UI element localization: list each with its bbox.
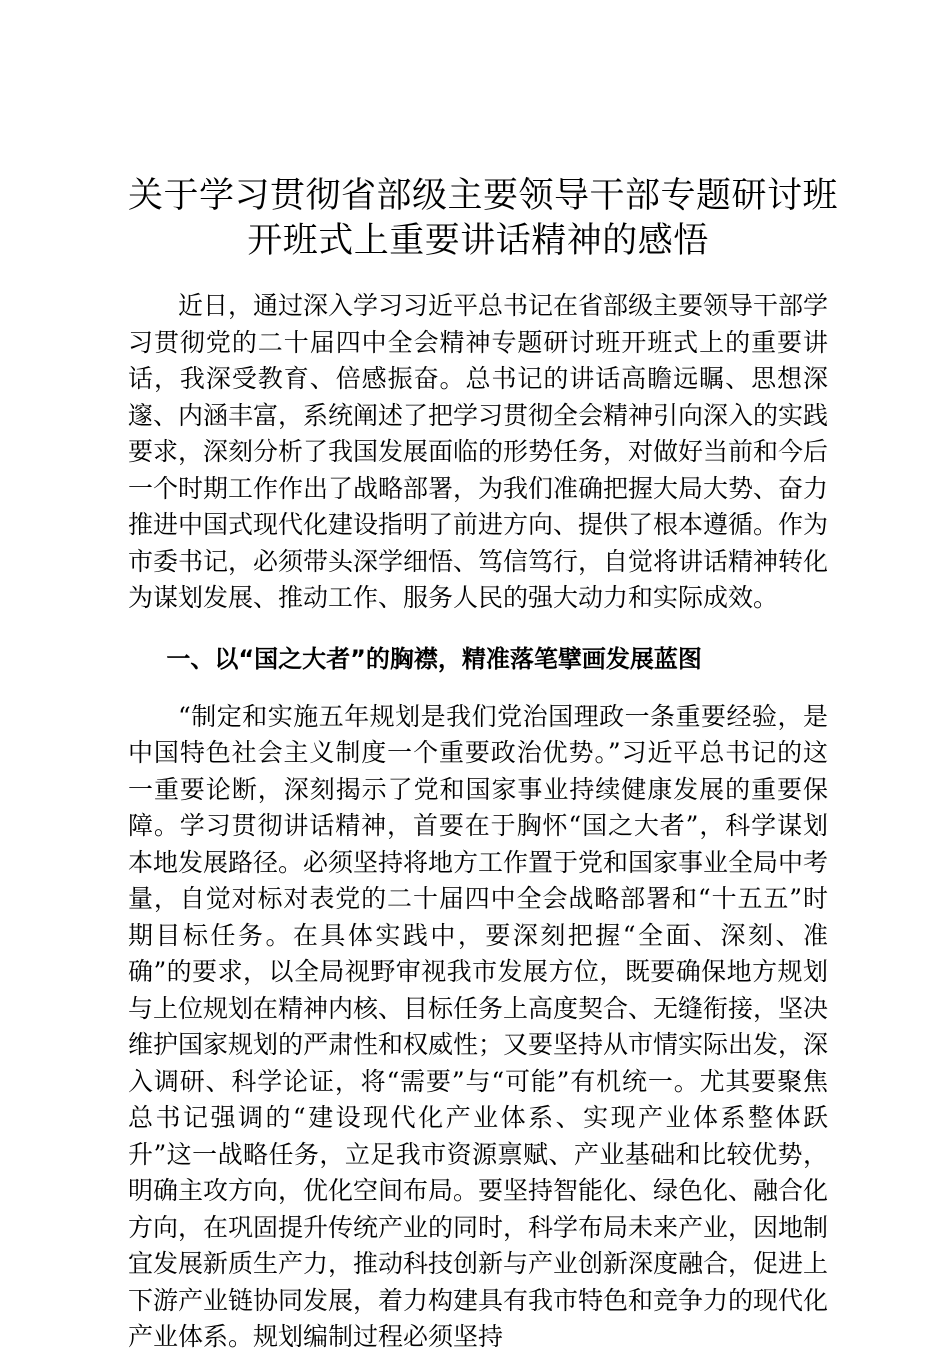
title-line-2: 开班式上重要讲话精神的感悟: [247, 221, 709, 261]
section-1-paragraph: “制定和实施五年规划是我们党治国理政一条重要经验，是中国特色社会主义制度一个重要政治优势。”习近平总书记的这一重要论断，深刻揭示了党和国家事业持续健康发展的重要保障。学习贯彻讲话精神，首要在于胸怀“国之大者”，科学谋划本地发展路径。必须坚持将地方工作置于党和国家事业全局中考量，自觉对标对表党的二十届四中全会战略部署和“十五五”时期目标任务。在具体实践中，要深刻把握“全面、深刻、准确”的要求，以全局视野审视我市发展方位，既要确保地方规划与上位规划在精神内核、目标任务上高度契合、无缝衔接，坚决维护国家规划的严肃性和权威性；又要坚持从市情实际出发，深入调研、科学论证，将“需要”与“可能”有机统一。尤其要聚焦总书记强调的“建设现代化产业体系、实现产业体系整体跃升”这一战略任务，立足我市资源禀赋、产业基础和比较优势，明确主攻方向，优化空间布局。要坚持智能化、绿色化、融合化方向，在巩固提升传统产业的同时，科学布局未来产业，因地制宜发展新质生产力，推动科技创新与产业创新深度融合，促进上下游产业链协同发展，着力构建具有我市特色和竞争力的现代化产业体系。规划编制过程必须坚持: [128, 701, 829, 1351]
intro-paragraph: 近日，通过深入学习习近平总书记在省部级主要领导干部学习贯彻党的二十届四中全会精神专题研讨班开班式上的重要讲话，我深受教育、倍感振奋。总书记的讲话高瞻远瞩、思想深邃、内涵丰富，系统阐述了把学习贯彻全会精神引向深入的实践要求，深刻分析了我国发展面临的形势任务，对做好当前和今后一个时期工作作出了战略部署，为我们准确把握大局大势、奋力推进中国式现代化建设指明了前进方向、提供了根本遵循。作为市委书记，必须带头深学细悟、笃信笃行，自觉将讲话精神转化为谋划发展、推动工作、服务人民的强大动力和实际成效。: [128, 291, 829, 612]
section-heading-1: 一、以“国之大者”的胸襟，精准落笔擘画发展蓝图: [166, 644, 702, 673]
title-line-1: 关于学习贯彻省部级主要领导干部专题研讨班: [128, 176, 839, 216]
document-content: [128, 174, 839, 1356]
document-title: [128, 174, 839, 264]
